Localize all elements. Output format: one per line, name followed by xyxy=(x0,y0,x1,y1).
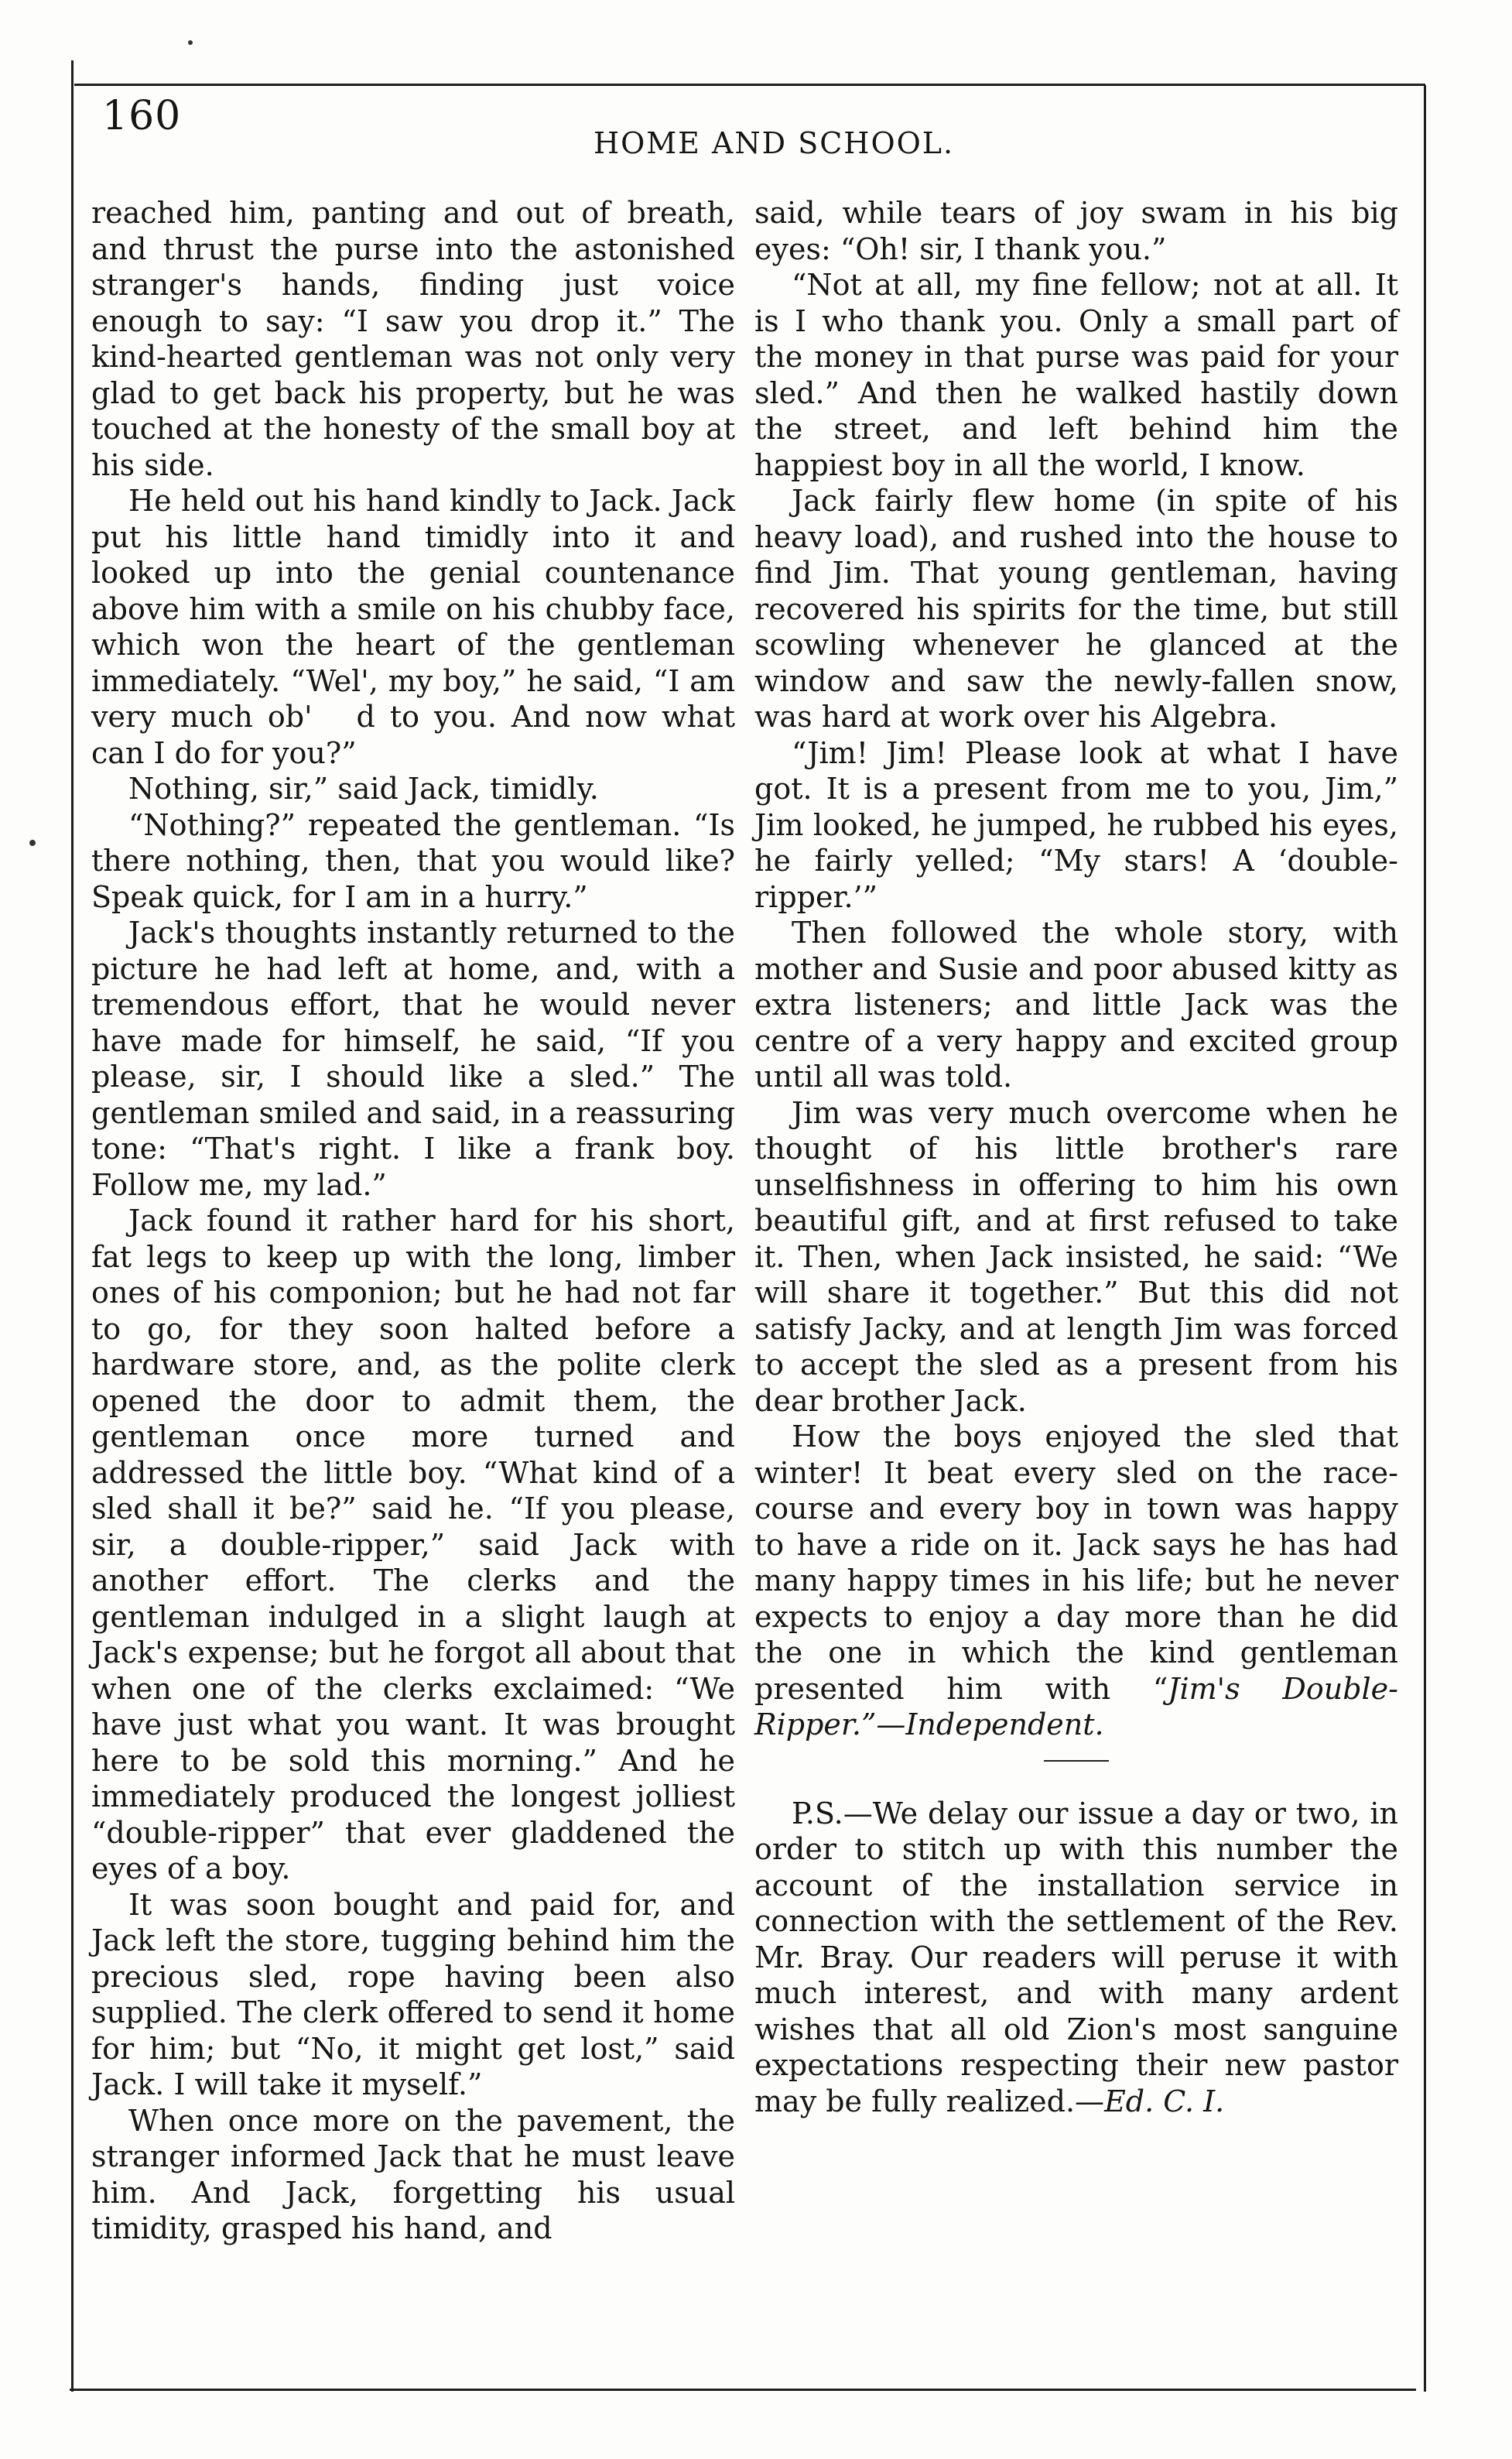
paragraph: He held out his hand kindly to Jack. Jack put his little hand timidly into it and looked up into the genial countenance above him with a smile on his chubby face, which won the heart of the gentleman immediately. “Wel', my boy,” he said, “I am very much ob' d to you. And now what can I do for you?” xyxy=(91,484,735,770)
page-number: 160 xyxy=(102,93,182,139)
paragraph xyxy=(754,1419,1398,1743)
paragraph: When once more on the pavement, the stranger informed Jack that he must leave him. And Jack, forgetting his usual timidity, grasped his hand, and xyxy=(91,2103,735,2245)
postscript-signature: Ed. C. I. xyxy=(1104,2084,1225,2118)
paragraph: “Jim! Jim! Please look at what I have got. It is a present from me to you, Jim,” Jim looked, he jumped, he rubbed his eyes, he fairly yelled; “My stars! A ‘double-ripper.’” xyxy=(754,735,1398,914)
postscript-text: P.S.—We delay our issue a day or two, in order to stitch up with this number the account of the installation service in connection with the settlement of the Rev. Mr. Bray. Our readers will peruse it with much interest, and with many ardent wishes that all old Zion's most sanguine expectations respecting their new pastor may be fully realized.— xyxy=(754,1796,1398,2118)
right-border-rule xyxy=(1424,85,1426,2392)
paragraph: “Not at all, my fine fellow; not at all. It is I who thank you. Only a small part of the money in that purse was paid for your sled.” And then he walked hastily down the street, and left behind him the happiest boy in all the world, I know. xyxy=(754,268,1398,482)
paragraph: Then followed the whole story, with mother and Susie and poor abused kitty as extra listeners; and little Jack was the centre of a very happy and excited group until all was told. xyxy=(754,916,1398,1094)
paragraph-text: How the boys enjoyed the sled that winter! It beat every sled on the race-course and every boy in town was happy to have a ride on it. Jack says he has had many happy times in his life; but he never expects to enjoy a day more than he did the one in which the kind gentleman presented him with “ xyxy=(754,1420,1398,1706)
story-source-credit: Jim's Double-Ripper.”—Independent. xyxy=(754,1671,1398,1742)
section-divider xyxy=(1044,1760,1109,1762)
paragraph: Jack fairly flew home (in spite of his heavy load), and rushed into the house to find Jim. That young gentleman, having recovered his spirits for the time, but still scowling whenever he glanced at the window and saw the newly-fallen snow, was hard at work over his Algebra. xyxy=(754,484,1398,734)
paragraph: said, while tears of joy swam in his big eyes: “Oh! sir, I thank you.” xyxy=(754,196,1398,266)
bottom-border-rule xyxy=(70,2389,1416,2391)
running-head: HOME AND SCHOOL. xyxy=(593,126,955,160)
left-column xyxy=(91,195,735,2247)
postscript xyxy=(754,1796,1398,2120)
paragraph: Jim was very much overcome when he thought of his little brother's rare unselfishness in offering to him his own beautiful gift, and at first refused to take it. Then, when Jack insisted, he said: “We will share it together.” But this did not satisfy Jacky, and at length Jim was forced to accept the sled as a present from his dear brother Jack. xyxy=(754,1095,1398,1418)
paragraph: “Nothing?” repeated the gentleman. “Is there nothing, then, that you would like? Speak quick, for I am in a hurry.” xyxy=(91,807,735,914)
stray-ink-dot xyxy=(29,840,36,846)
stray-ink-dot xyxy=(188,40,193,45)
top-border-rule xyxy=(74,84,1425,86)
right-column xyxy=(754,195,1398,2119)
left-border-rule xyxy=(71,60,74,2392)
paragraph: Nothing, sir,” said Jack, timidly. xyxy=(128,772,599,806)
paragraph: It was soon bought and paid for, and Jack left the store, tugging behind him the precious sled, rope having been also supplied. The clerk offered to send it home for him; but “No, it might get lost,” said Jack. I will take it myself.” xyxy=(91,1887,735,2101)
paragraph: Jack's thoughts instantly returned to the picture he had left at home, and, with a tremendous effort, that he would never have made for himself, he said, “If you please, sir, I should like a sled.” The gentleman smiled and said, in a reassuring tone: “That's right. I like a frank boy. Follow me, my lad.” xyxy=(91,916,735,1202)
paragraph: reached him, panting and out of breath, and thrust the purse into the astonished stranger's hands, finding just voice enough to say: “I saw you drop it.” The kind-hearted gentleman was not only very glad to get back his property, but he was touched at the honesty of the small boy at his side. xyxy=(91,196,735,482)
paragraph: Jack found it rather hard for his short, fat legs to keep up with the long, limber ones of his componion; but he had not far to go, for they soon halted before a hardware store, and, as the polite clerk opened the door to admit them, the gentleman once more turned and addressed the little boy. “What kind of a sled shall it be?” said he. “If you please, sir, a double-ripper,” said Jack with another effort. The clerks and the gentleman indulged in a slight laugh at Jack's expense; but he forgot all about that when one of the clerks exclaimed: “We have just what you want. It was brought here to be sold this morning.” And he immediately produced the longest jolliest “double-ripper” that ever gladdened the eyes of a boy. xyxy=(91,1204,735,1885)
